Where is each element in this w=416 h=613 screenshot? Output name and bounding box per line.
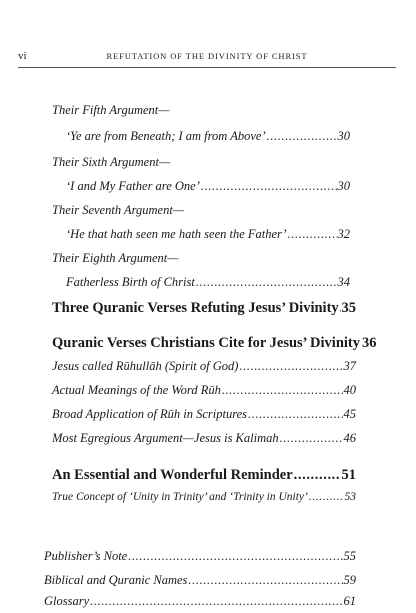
toc-entry-title: ‘He that hath seen me hath seen the Father’ <box>66 227 287 241</box>
toc-label-text: Their Eighth Argument— <box>52 251 179 265</box>
toc-entry-page: 30 <box>337 129 350 143</box>
dot-leader <box>288 227 337 242</box>
toc-chapter-page: 35 <box>341 300 356 316</box>
toc-entry[interactable] <box>52 491 356 503</box>
toc-chapter[interactable] <box>52 467 356 484</box>
toc-entry-page: 59 <box>343 573 356 587</box>
toc-label-text: Their Sixth Argument— <box>52 155 171 169</box>
dot-leader <box>248 407 342 422</box>
toc-entry[interactable] <box>52 431 356 446</box>
toc-entry-page: 61 <box>343 594 356 608</box>
toc-label-text: Their Seventh Argument— <box>52 203 184 217</box>
dot-leader <box>294 467 341 484</box>
dot-leader <box>128 549 342 564</box>
toc-entry-page: 45 <box>343 407 356 421</box>
dot-leader <box>90 594 342 609</box>
toc-entry-title: Glossary <box>44 594 90 608</box>
toc-entry[interactable] <box>52 383 356 398</box>
dot-leader <box>309 491 344 503</box>
toc-chapter[interactable] <box>52 335 377 352</box>
toc-entry-title: Biblical and Quranic Names <box>44 573 188 587</box>
toc-entry[interactable] <box>52 359 356 374</box>
toc-chapter-title: Three Quranic Verses Refuting Jesus’ Divinity <box>52 300 339 316</box>
toc-chapter-page: 36 <box>362 335 377 351</box>
dot-leader <box>340 300 341 317</box>
toc-entry-page: 53 <box>344 491 356 503</box>
toc-entry-title: ‘I and My Father are One’ <box>66 179 200 193</box>
toc-entry-title: Jesus called Rūhullāh (Spirit of God) <box>52 359 239 373</box>
dot-leader <box>188 573 342 588</box>
toc-entry-page: 32 <box>337 227 350 241</box>
header-rule <box>18 67 396 68</box>
dot-leader <box>267 129 337 144</box>
toc-back-matter[interactable] <box>44 594 356 609</box>
toc-entry-page: 55 <box>343 549 356 563</box>
toc-entry[interactable] <box>66 179 350 194</box>
toc-entry-title: True Concept of ‘Unity in Trinity’ and ‘Trinity in Unity’ <box>52 491 308 503</box>
dot-leader <box>196 275 337 290</box>
dot-leader <box>222 383 343 398</box>
toc-entry-page: 40 <box>343 383 356 397</box>
toc-label <box>52 251 178 266</box>
running-title: REFUTATION OF THE DIVINITY OF CHRIST <box>106 51 308 61</box>
toc-entry-title: Fatherless Birth of Christ <box>66 275 195 289</box>
toc-entry[interactable] <box>52 407 356 422</box>
dot-leader <box>201 179 337 194</box>
toc-chapter-title: Quranic Verses Christians Cite for Jesus’ Divinity <box>52 335 360 351</box>
page-header <box>18 50 396 66</box>
toc-entry[interactable] <box>66 129 350 144</box>
toc-label <box>52 103 169 118</box>
toc-entry-title: Publisher’s Note <box>44 549 128 563</box>
toc-entry-title: Broad Application of Rūh in Scriptures <box>52 407 248 421</box>
toc-entry-title: ‘Ye are from Beneath; I am from Above’ <box>66 129 266 143</box>
toc-entry[interactable] <box>66 275 350 290</box>
toc-entry-page: 46 <box>343 431 356 445</box>
page-number: vi <box>18 50 27 62</box>
toc-entry-page: 30 <box>337 179 350 193</box>
toc-label <box>52 203 184 218</box>
toc-chapter-title: An Essential and Wonderful Reminder <box>52 467 293 483</box>
dot-leader <box>280 431 343 446</box>
toc-entry-page: 34 <box>337 275 350 289</box>
dot-leader <box>239 359 342 374</box>
toc-entry-title: Actual Meanings of the Word Rūh <box>52 383 221 397</box>
toc-entry-page: 37 <box>343 359 356 373</box>
toc-chapter[interactable] <box>52 300 356 317</box>
toc-label <box>52 155 170 170</box>
toc-chapter-page: 51 <box>341 467 356 483</box>
toc-entry[interactable] <box>66 227 350 242</box>
toc-back-matter[interactable] <box>44 549 356 564</box>
toc-label-text: Their Fifth Argument— <box>52 103 170 117</box>
toc-back-matter[interactable] <box>44 573 356 588</box>
toc-entry-title: Most Egregious Argument—Jesus is Kalimah <box>52 431 279 445</box>
